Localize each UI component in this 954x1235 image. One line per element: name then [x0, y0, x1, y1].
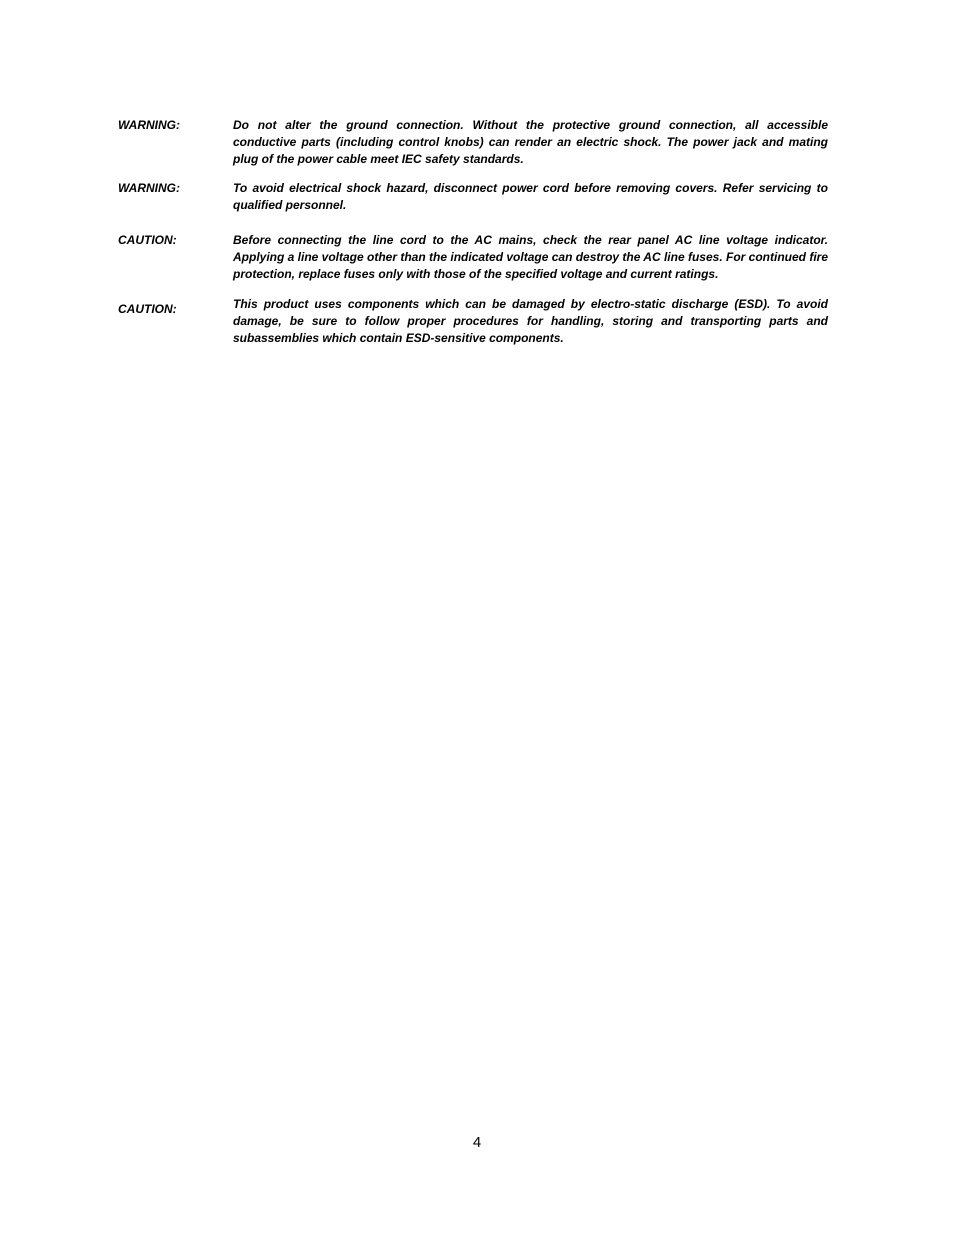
- caution-notice-line-voltage: [118, 232, 828, 283]
- notice-text: Before connecting the line cord to the AC mains, check the rear panel AC line voltage indicator. Applying a line voltage other than the indicated voltage can destroy the AC line fuses. For continued fire protection, replace fuses only with those of the specified voltage and current ratings.: [233, 233, 828, 281]
- warning-notice-shock: [118, 180, 828, 214]
- notice-label: CAUTION:: [118, 233, 177, 247]
- notice-text: Do not alter the ground connection. Without the protective ground connection, all accessible conductive parts (including control knobs) can render an electric shock. The power jack and mating plug of the power cable meet IEC safety standards.: [233, 118, 828, 166]
- notice-label: WARNING:: [118, 118, 180, 132]
- page-number: 4: [472, 1134, 482, 1151]
- notice-text: This product uses components which can be damaged by electro-static discharge (ESD). To avoid damage, be sure to follow proper procedures for handling, storing and transporting parts and subassemblies which contain ESD-sensitive components.: [233, 297, 828, 345]
- caution-notice-esd: [118, 296, 828, 347]
- warning-notice-ground: [118, 117, 828, 168]
- notice-text: To avoid electrical shock hazard, disconnect power cord before removing covers. Refer servicing to qualified personnel.: [233, 181, 828, 212]
- notice-label: WARNING:: [118, 181, 180, 195]
- safety-notices: [118, 117, 828, 347]
- notice-label: CAUTION:: [118, 302, 177, 316]
